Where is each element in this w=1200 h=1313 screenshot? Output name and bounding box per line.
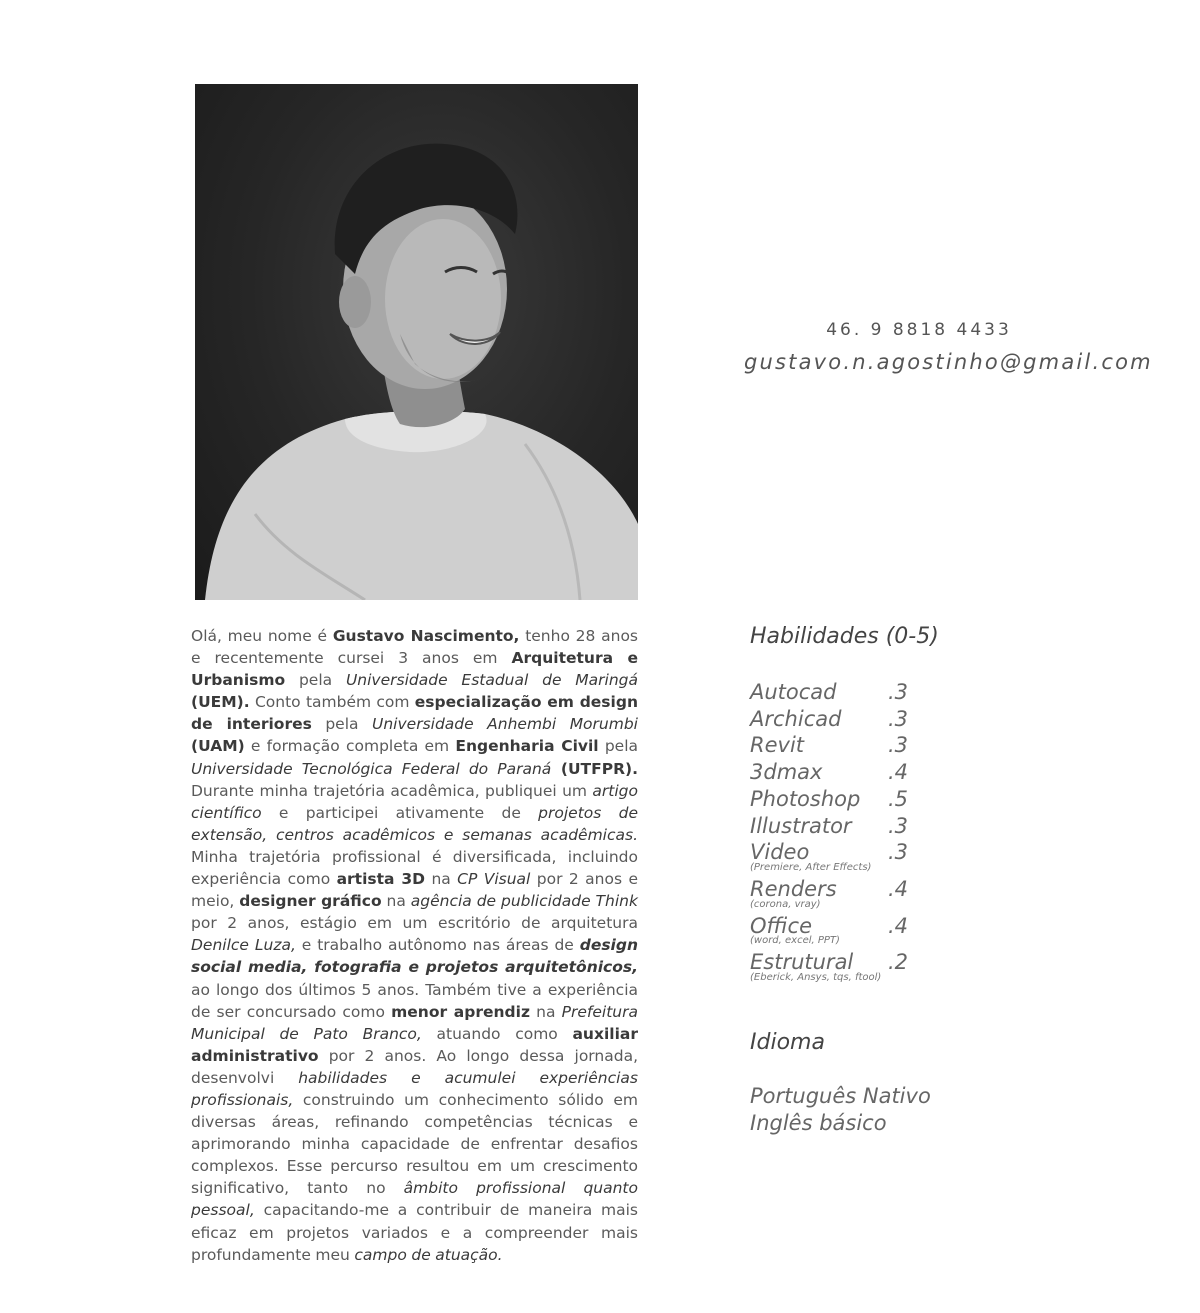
bio-emphasis: artista 3D	[336, 870, 426, 889]
skill-item	[750, 706, 930, 733]
languages-title: Idioma	[750, 1030, 825, 1055]
bio-emphasis: Universidade Estadual de Maringá	[345, 671, 638, 690]
skill-level: .4	[888, 876, 909, 901]
profile-photo	[195, 84, 638, 600]
skill-item	[750, 839, 930, 873]
skill-item	[750, 813, 930, 840]
bio-text: na	[529, 1002, 562, 1021]
bio-text: e trabalho autônomo nas áreas de	[295, 936, 580, 955]
skill-item	[750, 786, 930, 813]
bio-text: tenho 28 anos e recentemente cursei 3 anos em	[191, 627, 639, 668]
bio-emphasis: âmbito profissional quanto pessoal,	[191, 1179, 638, 1220]
bio-emphasis: Prefeitura Municipal de Pato Branco,	[191, 1002, 638, 1043]
languages-list	[750, 1083, 931, 1137]
skill-name: Photoshop	[750, 786, 861, 811]
skill-name: Illustrator	[750, 813, 852, 838]
skill-level: .5	[888, 786, 909, 811]
skill-name: Archicad	[750, 706, 842, 731]
bio-paragraph	[191, 625, 638, 1266]
bio-emphasis: (UAM)	[191, 737, 245, 756]
bio-text: na	[381, 892, 411, 911]
bio-emphasis: menor aprendiz	[391, 1002, 530, 1021]
bio-emphasis: agência de publicidade Think	[410, 892, 638, 911]
contact-phone: 46. 9 8818 4433	[826, 320, 1012, 340]
bio-text: Durante minha trajetória acadêmica, publiquei um	[191, 781, 593, 800]
bio-emphasis: campo de atuação.	[354, 1245, 503, 1264]
bio-emphasis: auxiliar administrativo	[191, 1024, 638, 1065]
skill-note: (corona, vray)	[750, 898, 821, 910]
bio-emphasis: habilidades e acumulei experiências profissionais,	[191, 1068, 638, 1109]
skill-level: .4	[888, 913, 909, 938]
bio-emphasis: projetos de extensão, centros acadêmicos e semanas acadêmicas.	[191, 803, 639, 844]
skill-level: .3	[888, 706, 909, 731]
bio-emphasis: (UEM).	[191, 693, 250, 712]
language-item: Português Nativo	[750, 1084, 931, 1108]
skill-level: .3	[888, 733, 909, 758]
skill-name: Estrutural	[750, 950, 854, 975]
skill-item	[750, 732, 930, 759]
skill-name: Renders	[750, 876, 837, 901]
skill-level: .3	[888, 813, 909, 838]
skill-note: (Premiere, After Effects)	[750, 861, 872, 873]
bio-emphasis: Universidade Tecnológica Federal do Paraná	[191, 759, 552, 778]
bio-text: por 2 anos e meio,	[191, 870, 638, 911]
skills-title: Habilidades (0-5)	[750, 624, 939, 649]
bio-emphasis: Gustavo Nascimento,	[332, 627, 520, 645]
bio-text: e formação completa em	[244, 737, 456, 756]
skill-name: Autocad	[750, 680, 837, 704]
bio-text: pela	[311, 715, 373, 734]
bio-emphasis: artigo científico	[191, 781, 638, 822]
bio-emphasis: Universidade Anhembi Morumbi	[372, 715, 638, 734]
skill-item	[750, 949, 930, 983]
bio-text: e participei ativamente de	[261, 803, 539, 822]
skill-level: .3	[888, 840, 909, 865]
skill-level: .3	[888, 680, 909, 704]
bio-text: por 2 anos, estágio em um escritório de arquitetura	[191, 914, 638, 933]
bio-text: ao longo dos últimos 5 anos. Também tive a experiência de ser concursado como	[191, 980, 638, 1021]
bio-emphasis: Denilce Luza,	[191, 936, 296, 955]
bio-text: pela	[598, 737, 638, 756]
language-item: Inglês básico	[750, 1111, 887, 1135]
bio-text: Olá, meu nome é	[191, 627, 333, 645]
skills-list	[750, 679, 930, 986]
skill-name: Revit	[750, 733, 805, 758]
bio-emphasis: Arquitetura e Urbanismo	[191, 649, 639, 690]
bio-emphasis: (UTFPR).	[551, 759, 638, 778]
skill-item	[750, 876, 930, 910]
skill-item	[750, 759, 930, 786]
skill-level: .2	[888, 950, 909, 975]
skill-level: .4	[888, 760, 909, 785]
portrait-illustration	[195, 84, 638, 600]
skill-name: 3dmax	[750, 760, 823, 785]
bio-text: por 2 anos. Ao longo dessa jornada, desenvolvi	[191, 1046, 638, 1087]
bio-emphasis: especialização em design de interiores	[191, 693, 638, 734]
bio-emphasis: CP Visual	[457, 870, 531, 889]
skill-item	[750, 913, 930, 947]
bio-text: construindo um conhecimento sólido em diversas áreas, refinando competências técnicas e aprimorando minha capacidade de enfrentar desafios complexos. Esse percurso resultou em um crescimento significativo, tanto no	[191, 1090, 638, 1198]
bio-text: Conto também com	[249, 693, 415, 712]
bio-text: pela	[285, 671, 346, 690]
skill-name: Office	[750, 913, 812, 938]
bio-text: capacitando-me a contribuir de maneira mais eficaz em projetos variados e a compreender mais profundamente meu	[191, 1201, 638, 1264]
bio-emphasis: design social media, fotografia e projetos arquitetônicos,	[191, 936, 638, 977]
bio-text: na	[425, 870, 458, 889]
skill-item	[750, 679, 930, 706]
contact-email[interactable]: gustavo.n.agostinho@gmail.com	[744, 350, 1153, 374]
bio-text: Minha trajetória profissional é diversificada, incluindo experiência como	[191, 847, 638, 889]
bio-text: atuando como	[421, 1024, 573, 1043]
skill-note: (Eberick, Ansys, tqs, ftool)	[750, 972, 882, 984]
bio-emphasis: designer gráfico	[239, 892, 382, 911]
skill-note: (word, excel, PPT)	[750, 935, 840, 947]
bio-emphasis: Engenharia Civil	[455, 737, 599, 756]
skill-name: Video	[750, 840, 810, 865]
